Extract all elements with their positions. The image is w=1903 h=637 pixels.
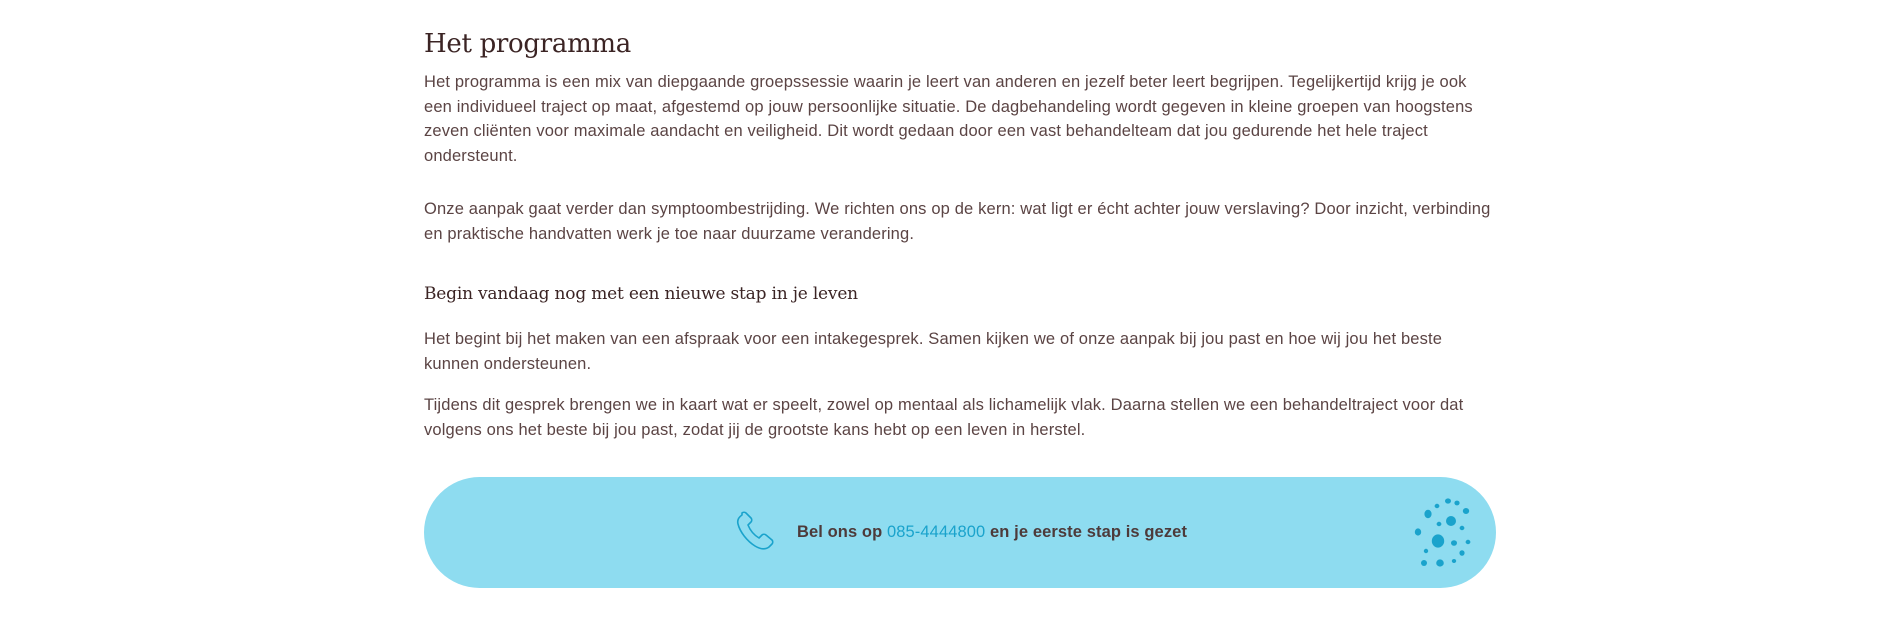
subsection-title: Begin vandaag nog met een nieuwe stap in je leven bbox=[424, 284, 858, 304]
main-content bbox=[424, 0, 1494, 439]
cta-prefix: Bel ons op bbox=[796, 523, 883, 541]
program-paragraph-1: Het programma is een mix van diepgaande groepssessie waarin je leert van anderen en jezelf beter leert begrijpen. Tegelijkertijd krijg je ook een individueel traject op maat, afgestemd op jouw persoonlijke situatie. De dagbehandeling wordt gegeven in kleine groepen van hoogstens zeven cliënten voor maximale aandacht en veiligheid. Dit wordt gedaan door een vast behandelteam dat jou gedurende het hele traject ondersteunt. bbox=[424, 73, 1473, 165]
cta-suffix: en je eerste stap is gezet bbox=[990, 523, 1188, 541]
call-to-action-banner bbox=[424, 477, 1496, 588]
phone-number-link[interactable]: 085-4444800 bbox=[886, 523, 986, 541]
phone-icon bbox=[733, 507, 797, 558]
cta-content bbox=[424, 477, 1496, 588]
program-paragraph-2: Onze aanpak gaat verder dan symptoombestrijding. We richten ons op de kern: wat ligt er écht achter jouw verslaving? Door inzicht, verbinding en praktische handvatten werk je toe naar duurzame verandering. bbox=[424, 200, 1491, 243]
intake-paragraph-2: Tijdens dit gesprek brengen we in kaart wat er speelt, zowel op mentaal als lichamelijk vlak. Daarna stellen we een behandeltraject voor dat volgens ons het beste bij jou past, zodat jij de grootste kans hebt op een leven in herstel. bbox=[424, 396, 1464, 439]
cta-text bbox=[797, 523, 1187, 542]
intake-paragraph-1: Het begint bij het maken van een afspraak voor een intakegesprek. Samen kijken we of onze aanpak bij jou past en hoe wij jou het beste kunnen ondersteunen. bbox=[424, 330, 1443, 373]
page-title: Het programma bbox=[424, 29, 631, 59]
